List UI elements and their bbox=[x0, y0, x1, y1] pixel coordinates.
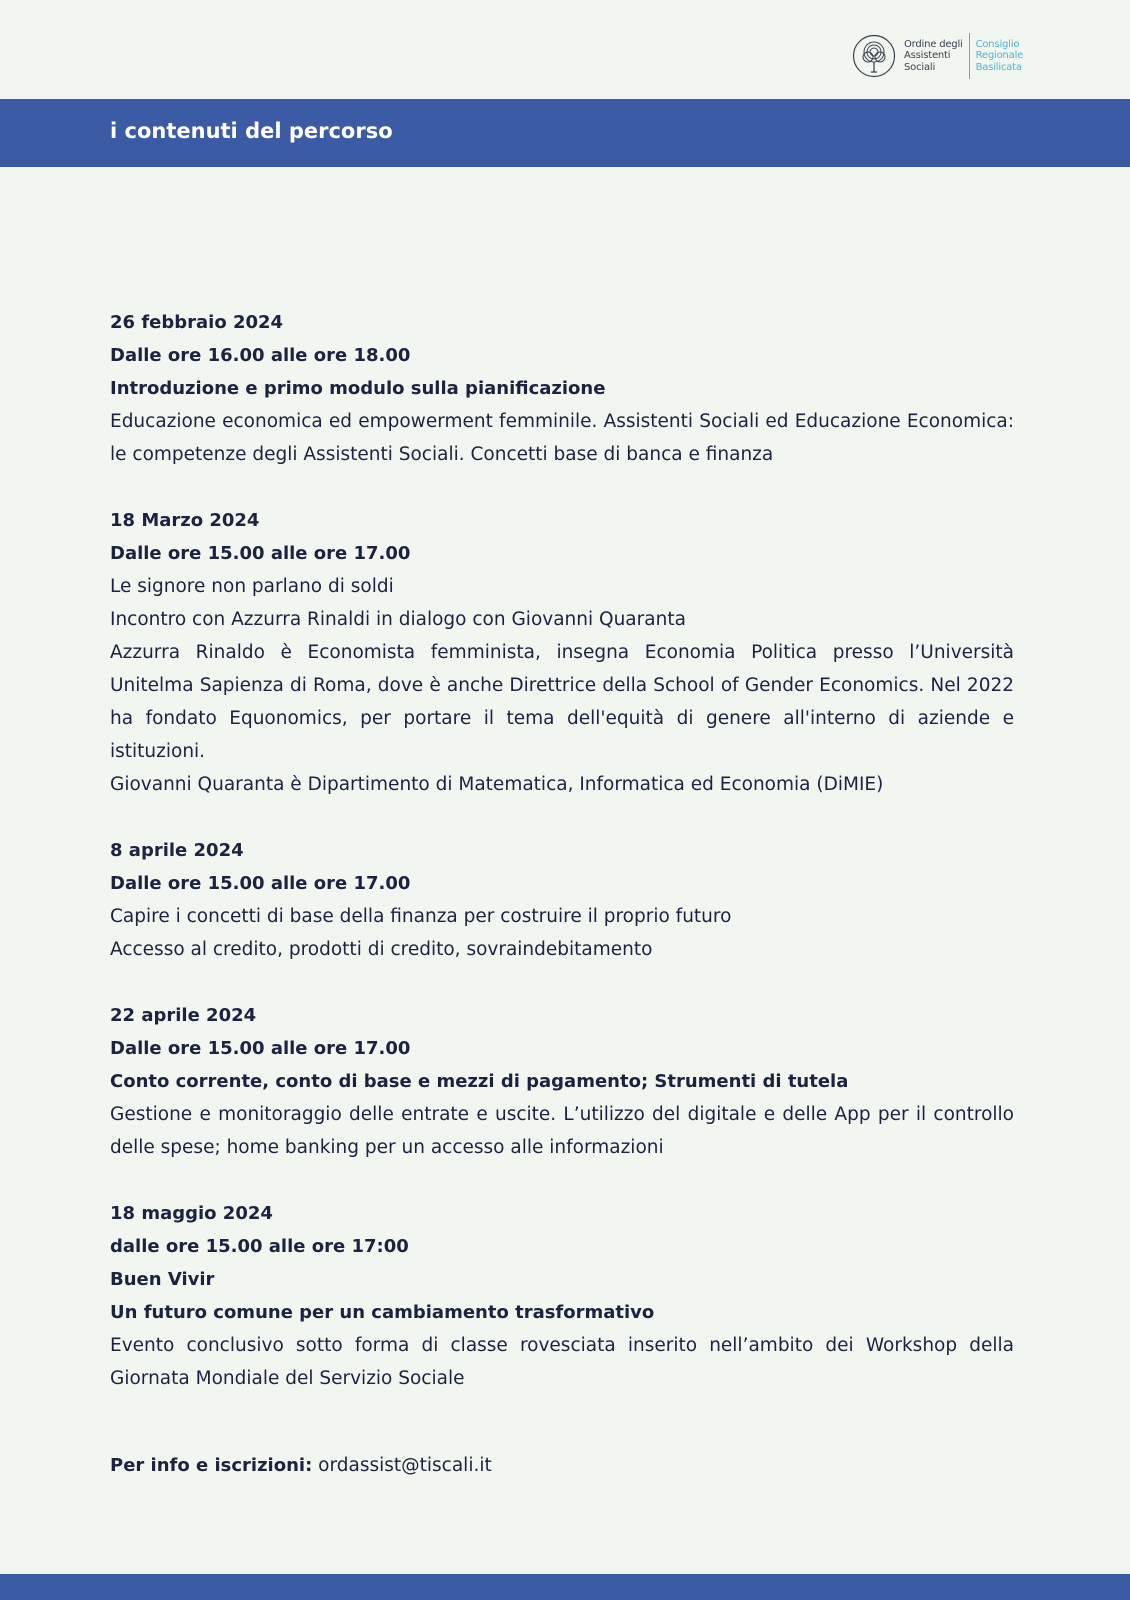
logo-org-line: Assistenti bbox=[904, 50, 951, 62]
session-description: Capire i concetti di base della finanza per costruire il proprio futuro bbox=[110, 906, 732, 927]
program-content bbox=[110, 306, 1014, 1428]
session-date: 8 aprile 2024 bbox=[110, 840, 244, 861]
session-description: Azzurra Rinaldo è Economista femminista, insegna Economia Politica presso l’Università Unitelma Sapienza di Roma, dove è anche Direttrice della School of Gender Economics. Nel 2022 ha fondato Equonomics, per portare il tema dell'equità di genere all'interno di aziende e istituzioni. bbox=[110, 642, 1014, 762]
logo-emblem-icon bbox=[852, 34, 896, 78]
session-date: 22 aprile 2024 bbox=[110, 1005, 257, 1026]
program-session bbox=[110, 504, 1014, 801]
session-description: Le signore non parlano di soldi bbox=[110, 576, 394, 597]
program-session bbox=[110, 306, 1014, 471]
session-description: Evento conclusivo sotto forma di classe rovesciata inserito nell’ambito dei Workshop della Giornata Mondiale del Servizio Sociale bbox=[110, 1335, 1014, 1389]
page-title: i contenuti del percorso bbox=[110, 119, 393, 143]
contact-email[interactable]: ordassist@tiscali.it bbox=[318, 1455, 492, 1476]
logo-region-name bbox=[976, 39, 1024, 74]
program-session bbox=[110, 999, 1014, 1164]
session-time: dalle ore 15.00 alle ore 17:00 bbox=[110, 1236, 409, 1257]
logo-divider bbox=[969, 33, 970, 79]
logo-region-line: Consiglio bbox=[975, 38, 1020, 50]
session-date: 18 Marzo 2024 bbox=[110, 510, 260, 531]
session-date: 26 febbraio 2024 bbox=[110, 312, 284, 333]
session-description: Educazione economica ed empowerment femminile. Assistenti Sociali ed Educazione Economica: le competenze degli Assistenti Sociali. Concetti base di banca e finanza bbox=[110, 411, 1014, 465]
session-description: Giovanni Quaranta è Dipartimento di Matematica, Informatica ed Economia (DiMIE) bbox=[110, 774, 884, 795]
session-heading: Buen Vivir bbox=[110, 1269, 215, 1290]
organization-logo bbox=[852, 32, 1023, 80]
contact-info bbox=[110, 1455, 492, 1476]
session-heading: Introduzione e primo modulo sulla pianificazione bbox=[110, 378, 606, 399]
logo-region-line: Regionale bbox=[975, 50, 1024, 62]
program-session bbox=[110, 834, 1014, 966]
session-date: 18 maggio 2024 bbox=[110, 1203, 273, 1224]
logo-region-line: Basilicata bbox=[975, 61, 1022, 73]
logo-org-line: Sociali bbox=[904, 61, 936, 73]
session-time: Dalle ore 15.00 alle ore 17.00 bbox=[110, 543, 411, 564]
session-time: Dalle ore 16.00 alle ore 18.00 bbox=[110, 345, 411, 366]
footer-bar bbox=[0, 1574, 1130, 1600]
session-heading: Conto corrente, conto di base e mezzi di pagamento; Strumenti di tutela bbox=[110, 1071, 849, 1092]
contact-label: Per info e iscrizioni: bbox=[110, 1455, 313, 1476]
session-description: Gestione e monitoraggio delle entrate e uscite. L’utilizzo del digitale e delle App per il controllo delle spese; home banking per un accesso alle informazioni bbox=[110, 1104, 1014, 1158]
session-description: Incontro con Azzurra Rinaldi in dialogo con Giovanni Quaranta bbox=[110, 609, 686, 630]
session-description: Accesso al credito, prodotti di credito, sovraindebitamento bbox=[110, 939, 653, 960]
header-bar bbox=[0, 99, 1130, 167]
program-session bbox=[110, 1197, 1014, 1395]
session-heading: Un futuro comune per un cambiamento trasformativo bbox=[110, 1302, 655, 1323]
logo-org-line: Ordine degli bbox=[904, 38, 963, 50]
session-time: Dalle ore 15.00 alle ore 17.00 bbox=[110, 1038, 411, 1059]
session-time: Dalle ore 15.00 alle ore 17.00 bbox=[110, 873, 411, 894]
logo-org-name bbox=[904, 39, 963, 74]
